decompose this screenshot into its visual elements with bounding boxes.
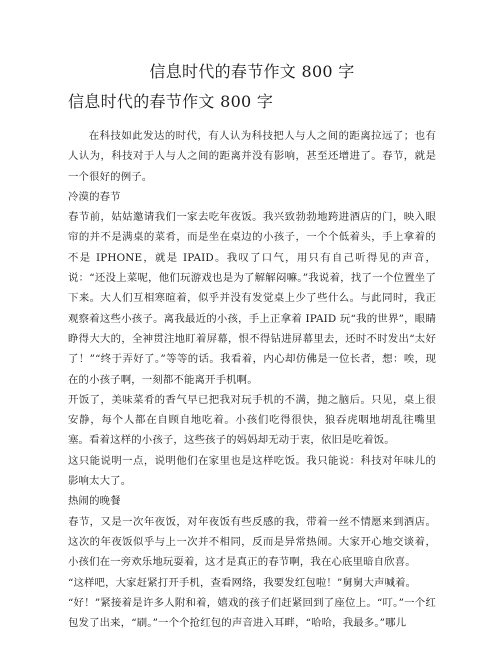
body-paragraph: “这样吧，大家赶紧打开手机，查看网络，我要发红包啦！”舅舅大声喊着。 bbox=[68, 576, 417, 589]
document-subtitle: 信息时代的春节作文 800 字 bbox=[68, 92, 274, 111]
body-paragraph: 这只能说明一点，说明他们在家里也是这样吃饭。我只能说：科技对年味儿的影响太大了。 bbox=[68, 454, 436, 488]
section-heading: 热闹的晚餐 bbox=[68, 495, 121, 508]
body-paragraph: 开饭了，美味菜肴的香气早已把我对玩手机的不满，抛之脑后。只见，桌上很安静，每个人都在自顾自地吃着。小孩们吃得很快，狼吞虎咽地胡乱往嘴里塞。看着这样的小孩子，这些孩子的妈妈却无动于衷，依旧是吃着饭。 bbox=[68, 393, 436, 447]
body-paragraph: 春节，又是一次年夜饭，对年夜饭有些反感的我，带着一丝不情愿来到酒店。这次的年夜饭似乎与上一次并不相同，反而是异常热闹。大家开心地交谈着，小孩们在一旁欢乐地玩耍着，这才是真正的春节啊，我在心底里暗自欣喜。 bbox=[68, 515, 436, 569]
document-body bbox=[68, 126, 436, 633]
document-title: 信息时代的春节作文 800 字 bbox=[149, 62, 355, 81]
body-paragraph: 在科技如此发达的时代，有人认为科技把人与人之间的距离拉远了；也有人认为，科技对于人与人之间的距离并没有影响，甚至还增进了。春节，就是一个很好的例子。 bbox=[68, 130, 436, 183]
body-paragraph: 春节前，姑姑邀请我们一家去吃年夜饭。我兴致勃勃地跨进酒店的门，映入眼帘的并不是满桌的菜肴，而是坐在桌边的小孩子，一个个低着头，手上拿着的不是 IPHONE，就是 IPAID。我叹了口气，用只有自己听得见的声音，说：“还没上菜呢，他们玩游戏也是为了解解闷嘛。”我说着，找了一个位置坐了下来。大人们互相寒暄着，似乎并没有发觉桌上少了些什么。与此同时，我正观察着这些小孩子。离我最近的小孩，手上正拿着 IPAID 玩“我的世界”，眼睛睁得大大的，全神贯注地盯着屏幕，恨不得钻进屏幕里去，还时不时发出“太好了！”“终于弄好了。”等等的话。我看着，内心却仿佛是一位长者，想：唉，现在的小孩子啊，一刻都不能离开手机啊。 bbox=[68, 211, 436, 386]
section-heading: 冷漠的春节 bbox=[68, 190, 121, 203]
body-paragraph: “好！”紧接着是许多人附和着，嬉戏的孩子们赶紧回到了座位上。“叮。”一个红包发了出来，“刷。”一个个抢红包的声音进入耳畔，“哈哈，我最多。”哪儿 bbox=[68, 596, 436, 630]
